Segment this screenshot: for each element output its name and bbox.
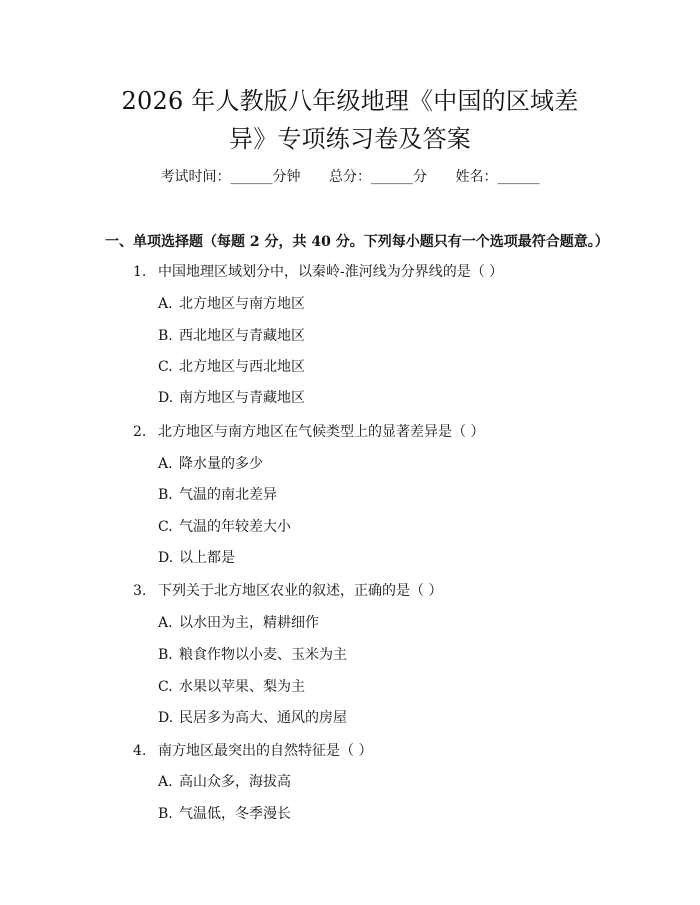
question-4: [133, 740, 372, 760]
page-title: [100, 82, 600, 158]
option-text: 民居多为高大、通风的房屋: [179, 710, 347, 726]
option-text: 降水量的多少: [179, 456, 263, 472]
option-letter: B.: [158, 328, 173, 344]
question-2: [133, 421, 484, 441]
q1-option-b: [158, 325, 305, 345]
q4-option-a: [158, 771, 291, 791]
option-text: 以水田为主，精耕细作: [179, 615, 319, 631]
option-text: 南方地区与青藏地区: [179, 390, 305, 406]
q3-option-b: [158, 644, 347, 664]
option-letter: C.: [158, 359, 173, 375]
q2-option-c: [158, 516, 291, 536]
question-stem: 南方地区最突出的自然特征是（ ）: [158, 743, 373, 759]
question-stem: 下列关于北方地区农业的叙述，正确的是（ ）: [158, 583, 443, 599]
option-letter: D.: [158, 550, 174, 566]
total-score: 总分：______分: [329, 169, 427, 185]
option-letter: C.: [158, 519, 173, 535]
option-text: 高山众多，海拔高: [179, 774, 291, 790]
q4-option-b: [158, 803, 291, 823]
question-1: [133, 261, 503, 281]
question-number: 2.: [133, 424, 147, 440]
option-text: 北方地区与南方地区: [179, 296, 305, 312]
q1-option-d: [158, 387, 305, 407]
title-line-2: 异》专项练习卷及答案: [229, 125, 471, 153]
option-letter: B.: [158, 487, 173, 503]
option-text: 气温的年较差大小: [179, 519, 291, 535]
question-stem: 北方地区与南方地区在气候类型上的显著差异是（ ）: [158, 424, 485, 440]
option-text: 西北地区与青藏地区: [179, 328, 305, 344]
option-letter: D.: [158, 710, 174, 726]
option-text: 以上都是: [179, 550, 235, 566]
q1-option-a: [158, 293, 305, 313]
option-text: 北方地区与西北地区: [179, 359, 305, 375]
question-number: 1.: [133, 264, 147, 280]
exam-time: 考试时间：______分钟: [160, 169, 301, 185]
question-number: 4.: [133, 743, 147, 759]
option-letter: B.: [158, 647, 173, 663]
q3-option-a: [158, 612, 319, 632]
q3-option-d: [158, 707, 347, 727]
title-line-1: 2026 年人教版八年级地理《中国的区域差: [121, 87, 579, 115]
q1-option-c: [158, 356, 305, 376]
section-heading: 一、单项选择题（每题 2 分，共 40 分。下列每小题只有一个选项最符合题意。）: [105, 234, 609, 250]
option-text: 粮食作物以小麦、玉米为主: [179, 647, 347, 663]
option-letter: A.: [158, 774, 173, 790]
option-letter: D.: [158, 390, 174, 406]
question-stem: 中国地理区域划分中，以秦岭-淮河线为分界线的是（ ）: [158, 264, 504, 280]
question-3: [133, 580, 442, 600]
q2-option-a: [158, 453, 263, 473]
q2-option-b: [158, 484, 277, 504]
option-letter: A.: [158, 296, 173, 312]
student-name: 姓名：______: [455, 169, 540, 185]
option-text: 气温的南北差异: [179, 487, 277, 503]
option-letter: B.: [158, 806, 173, 822]
option-text: 气温低，冬季漫长: [179, 806, 291, 822]
exam-meta: [0, 166, 700, 186]
option-letter: C.: [158, 679, 173, 695]
q2-option-d: [158, 547, 235, 567]
option-text: 水果以苹果、梨为主: [179, 679, 305, 695]
q3-option-c: [158, 676, 305, 696]
option-letter: A.: [158, 456, 173, 472]
question-number: 3.: [133, 583, 147, 599]
option-letter: A.: [158, 615, 173, 631]
